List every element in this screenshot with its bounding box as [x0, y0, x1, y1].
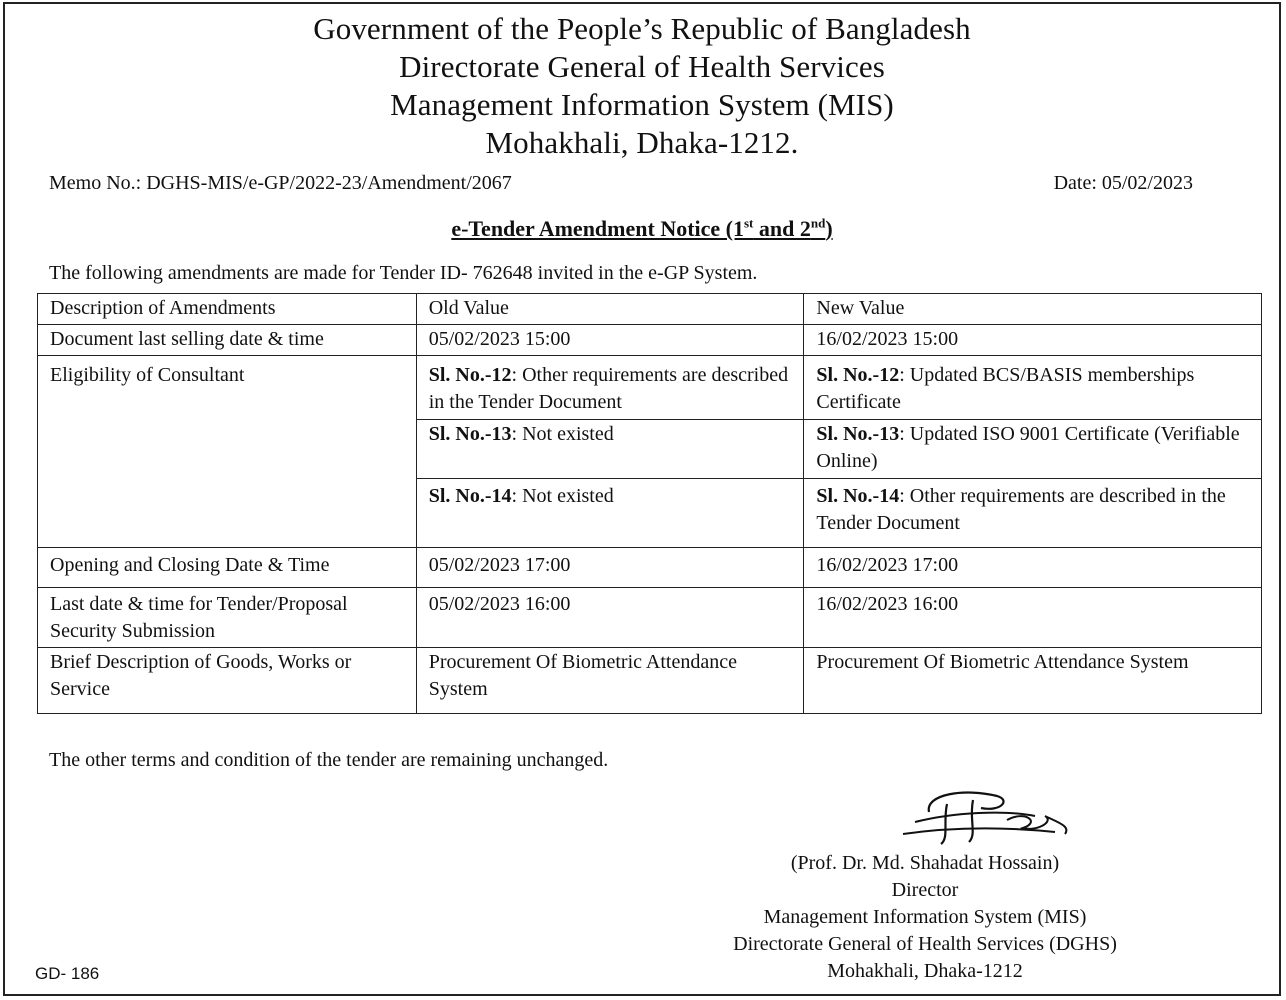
table-header-row: [38, 294, 1262, 325]
row-new-value: 16/02/2023 16:00: [804, 588, 1262, 648]
row-old-value: Procurement Of Biometric Attendance System: [416, 648, 804, 714]
notice-title-mid: and 2: [753, 216, 811, 241]
amendment-table: [37, 293, 1262, 714]
serial-text: : Other requirements are described in the Tender Document: [816, 485, 1226, 534]
row-old-value: [416, 356, 804, 420]
serial-label: Sl. No.-14: [816, 485, 900, 507]
letterhead-mis: Management Information System (MIS): [390, 87, 894, 122]
row-old-value: [416, 479, 804, 548]
row-new-value: [804, 420, 1262, 479]
notice-title-main: e-Tender Amendment Notice (1: [451, 216, 744, 241]
letterhead-address: Mohakhali, Dhaka-1212.: [485, 125, 799, 160]
table-row: [38, 356, 1262, 420]
table-row: [38, 548, 1262, 588]
table-row: [38, 325, 1262, 356]
document-page: [3, 2, 1281, 996]
row-new-value: 16/02/2023 17:00: [804, 548, 1262, 588]
signatory-block: [655, 850, 1195, 985]
row-old-value: [416, 420, 804, 479]
footer-code: GD- 186: [35, 964, 100, 983]
row-new-value: Procurement Of Biometric Attendance System: [804, 648, 1262, 714]
serial-label: Sl. No.-12: [428, 364, 512, 386]
letterhead-directorate: Directorate General of Health Services: [399, 49, 885, 84]
serial-text: : Updated BCS/BASIS memberships Certificate: [816, 364, 1195, 413]
serial-text: : Other requirements are described in the Tender Document: [428, 364, 789, 413]
notice-title-sup-second: nd: [810, 215, 826, 231]
serial-text: : Not existed: [511, 423, 614, 445]
letterhead: [5, 10, 1279, 162]
signatory-address: Mohakhali, Dhaka-1212: [827, 960, 1023, 982]
handwritten-signature: [885, 782, 1085, 852]
row-new-value: [804, 479, 1262, 548]
serial-text: : Not existed: [511, 485, 614, 507]
header-old-value: Old Value: [416, 294, 804, 325]
row-old-value: 05/02/2023 16:00: [416, 588, 804, 648]
signatory-directorate: Directorate General of Health Services (DGHS): [733, 933, 1117, 955]
memo-number: Memo No.: DGHS-MIS/e-GP/2022-23/Amendment/2067: [49, 172, 512, 194]
closing-statement: The other terms and condition of the tender are remaining unchanged.: [49, 749, 609, 771]
serial-text: : Updated ISO 9001 Certificate (Verifiable Online): [816, 423, 1240, 472]
signatory-office: Management Information System (MIS): [763, 906, 1087, 928]
notice-title: [5, 216, 1279, 242]
signatory-designation: Director: [891, 879, 959, 901]
row-old-value: 05/02/2023 15:00: [416, 325, 804, 356]
serial-label: Sl. No.-12: [816, 364, 900, 386]
serial-label: Sl. No.-13: [816, 423, 900, 445]
row-description: Brief Description of Goods, Works or Service: [38, 648, 417, 714]
row-description: Last date & time for Tender/Proposal Security Submission: [38, 588, 417, 648]
row-old-value: 05/02/2023 17:00: [416, 548, 804, 588]
row-description: Opening and Closing Date & Time: [38, 548, 417, 588]
memo-date: Date: 05/02/2023: [1053, 172, 1193, 194]
notice-intro: The following amendments are made for Tender ID- 762648 invited in the e-GP System.: [49, 262, 758, 284]
row-description: Eligibility of Consultant: [38, 356, 417, 548]
table-row: [38, 648, 1262, 714]
serial-label: Sl. No.-14: [428, 485, 512, 507]
notice-title-end: ): [825, 216, 833, 241]
notice-title-sup-first: st: [744, 215, 754, 231]
signatory-name: (Prof. Dr. Md. Shahadat Hossain): [790, 852, 1060, 874]
header-new-value: New Value: [804, 294, 1262, 325]
row-description: Document last selling date & time: [38, 325, 417, 356]
row-new-value: 16/02/2023 15:00: [804, 325, 1262, 356]
header-description: Description of Amendments: [38, 294, 417, 325]
letterhead-government: Government of the People’s Republic of Bangladesh: [313, 11, 971, 46]
table-row: [38, 588, 1262, 648]
row-new-value: [804, 356, 1262, 420]
serial-label: Sl. No.-13: [428, 423, 512, 445]
